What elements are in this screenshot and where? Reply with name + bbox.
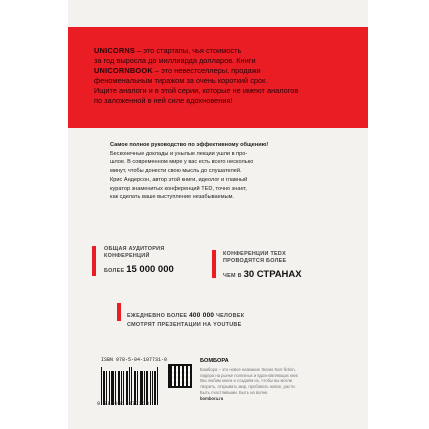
publisher-website: bombora.ru (200, 395, 224, 401)
barcode (101, 365, 171, 405)
stat-conferences (223, 251, 302, 282)
desc-line: Крис Андерсон, автор этой книги, идеолог и главный (110, 176, 248, 183)
red-line-2: за год выросла до миллиарда долларов. Книги (94, 56, 256, 65)
publisher-line: Бомбора – это новое название Эксмо Non-fiction, (200, 367, 296, 372)
desc-line: Бесконечные доклады и унылые лекции ушли в про- (110, 150, 248, 157)
publisher-line: Быть счастливыми. Быть на волне. (200, 389, 269, 395)
publisher-line: Мы любим книги и создаём их, чтобы вы могли (200, 378, 292, 384)
desc-line: минут, чтобы донести свою мысль до слушателей. (110, 168, 242, 175)
stat-audience-bar (92, 246, 96, 276)
stat-youtube-suffix: ЧЕЛОВЕК (214, 313, 245, 319)
stat-youtube (127, 304, 244, 329)
stat-conferences-label: КОНФЕРЕНЦИИ TEDX (223, 251, 287, 257)
stat-youtube-line2: СМОТРЯТ ПРЕЗЕНТАЦИИ НА YOUTUBE (127, 322, 242, 328)
stat-conferences-value: 30 СТРАНАХ (243, 269, 302, 280)
red-line-6: по заложенной в ней силе вдохновения! (94, 96, 233, 105)
unicornbook-term: UNICORNBOOK (94, 66, 153, 75)
publisher-line: творить, открывать мир, пробовать новое, расти. (200, 384, 296, 390)
publisher-line: лидера на рынке полезных и вдохновляющих книг. (200, 372, 299, 378)
unicorns-term: UNICORNS (94, 46, 136, 55)
stat-youtube-value: 400 000 (189, 312, 215, 319)
desc-line: шлое. В современном мире у вас есть всего несколько (110, 159, 254, 166)
stat-audience-prefix: БОЛЕЕ (104, 268, 127, 274)
red-banner-text (94, 46, 356, 106)
stat-audience-label: КОНФЕРЕНЦИЙ (104, 252, 150, 259)
stat-youtube-bar (117, 303, 121, 321)
stat-youtube-prefix: ЕЖЕДНЕВНО БОЛЕЕ (127, 313, 190, 319)
desc-line: Самое полное руководство по эффективному общению! (110, 142, 269, 148)
book-description (110, 141, 314, 202)
red-line-1: – это стартапы, чья стоимость (135, 46, 242, 55)
red-line-5: Ищите аналоги и в этой серии, которые не имеют аналогов (94, 86, 299, 95)
stat-conferences-label: ПРОВОДЯТСЯ БОЛЕЕ (223, 257, 287, 264)
qr-code (168, 364, 192, 388)
publisher-text (200, 367, 360, 401)
stat-audience-label: ОБЩАЯ АУДИТОРИЯ (104, 246, 165, 252)
red-line-4: феноменальным тиражом за очень короткий срок. (94, 76, 268, 85)
barcode-digits: 9 785041 077310 (97, 401, 150, 407)
publisher-name: БОМБОРА (200, 358, 229, 364)
desc-line: как сделать ваше выступление незабываемым. (110, 194, 234, 201)
red-line-3: – это невестселлеры, продажи (152, 66, 261, 75)
stat-audience-value: 15 000 000 (126, 264, 174, 275)
desc-line: куратор знаменитых конференций TED, точно знает, (110, 185, 247, 192)
stat-conferences-bar (212, 250, 216, 278)
stat-conferences-prefix: ЧЕМ В (223, 273, 244, 279)
stat-audience (104, 246, 174, 277)
isbn-number: ISBN 978-5-04-107731-0 (101, 357, 168, 363)
